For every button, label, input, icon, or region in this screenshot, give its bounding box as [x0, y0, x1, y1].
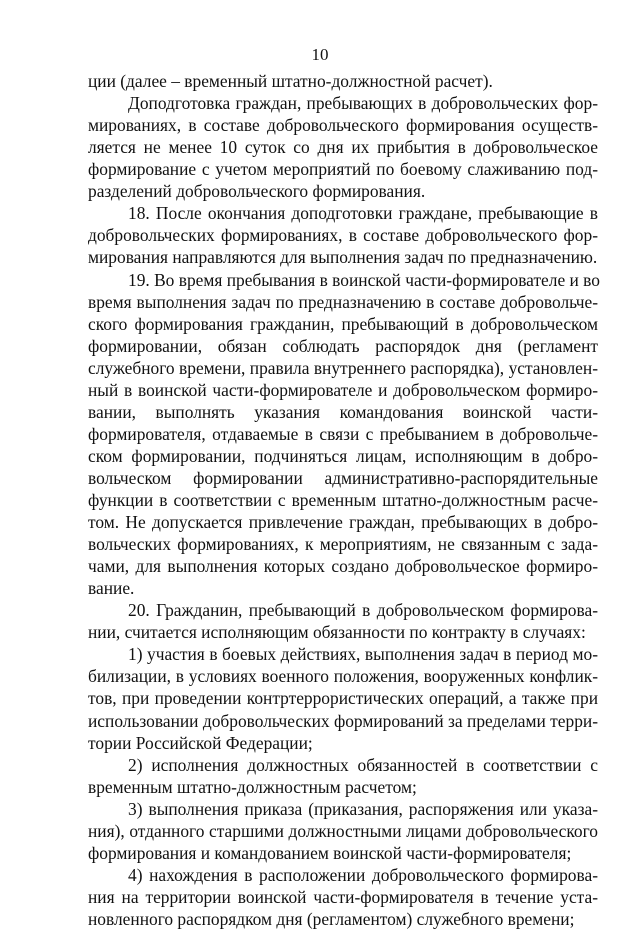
text-line: формирователя, отдаваемые в связи с пребыванием в добровольче-: [88, 423, 598, 444]
text-line: вании, выполнять указания командования воинской части-: [88, 401, 598, 422]
text-line: мирования направляются для выполнения задач по предназначению.: [88, 247, 598, 268]
text-line: том. Не допускается привлечение граждан, пребывающих в добро-: [88, 512, 598, 532]
text-line: формирования и командованием воинской части-формирователя;: [88, 842, 572, 863]
text-line: Доподготовка граждан, пребывающих в добровольческих фор-: [128, 93, 598, 113]
text-line: 1) участия в боевых действиях, выполнения задач в период мо-: [128, 644, 598, 665]
text-line: мированиях, в составе добровольческого формирования осуществ-: [88, 115, 598, 136]
text-line: функции в соответствии с временным штатно-должностным расче-: [88, 489, 598, 510]
text-line: ния), отданного старшими должностными лицами добровольческого: [88, 820, 598, 841]
text-line: время выполнения задач по предназначению в составе добровольче-: [88, 291, 598, 312]
text-line: ском формировании, подчиняться лицам, исполняющим в добро-: [88, 445, 598, 466]
text-line: использовании добровольческих формирований за пределами терри-: [88, 710, 598, 731]
text-line: 19. Во время пребывания в воинской части-формирователе и во: [128, 269, 600, 290]
text-line: служебного времени, правила внутреннего распорядка), установлен-: [88, 357, 598, 378]
text-line: ния на территории воинской части-формирователя в течение уста-: [88, 886, 598, 907]
text-line: тории Российской Федерации;: [88, 732, 313, 753]
text-line: добровольческих формированиях, в составе добровольческого фор-: [88, 225, 598, 246]
text-line: вольческом формировании административно-распорядительные: [88, 467, 598, 488]
text-line: ный в воинской части-формирователе и добровольческом формиро-: [88, 379, 598, 400]
page-number: 10: [311, 45, 329, 64]
text-line: ции (далее – временный штатно-должностной расчет).: [88, 71, 493, 91]
text-line: формирование с учетом мероприятий по боевому слаживанию под-: [88, 159, 598, 180]
text-line: временным штатно-должностным расчетом;: [88, 776, 417, 797]
text-line: 3) выполнения приказа (приказания, распоряжения или указа-: [128, 798, 598, 819]
text-line: 20. Гражданин, пребывающий в добровольческом формирова-: [128, 600, 598, 621]
text-line: новленного распорядком дня (регламентом) служебного времени;: [88, 908, 575, 929]
text-line: 18. После окончания доподготовки граждане, пребывающие в: [128, 203, 598, 224]
text-line: вольческих формированиях, к мероприятиям, не связанным с зада-: [88, 534, 598, 554]
text-line: нии, считается исполняющим обязанности по контракту в случаях:: [88, 622, 586, 643]
text-line: 4) нахождения в расположении добровольческого формирова-: [128, 864, 598, 885]
text-line: формировании, обязан соблюдать распорядок дня (регламент: [88, 335, 598, 356]
text-line: чами, для выполнения которых создано добровольческое формиро-: [88, 556, 598, 577]
text-line: билизации, в условиях военного положения, вооруженных конфлик-: [88, 666, 598, 687]
text-line: 2) исполнения должностных обязанностей в соответствии с: [128, 754, 598, 775]
text-line: разделений добровольческого формирования.: [88, 181, 426, 202]
text-line: тов, при проведении контртеррористических операций, а также при: [88, 688, 598, 709]
text-line: ляется не менее 10 суток со дня их прибытия в добровольческое: [88, 137, 598, 158]
text-line: ского формирования гражданин, пребывающий в добровольческом: [88, 313, 598, 334]
text-line: вание.: [88, 578, 135, 599]
